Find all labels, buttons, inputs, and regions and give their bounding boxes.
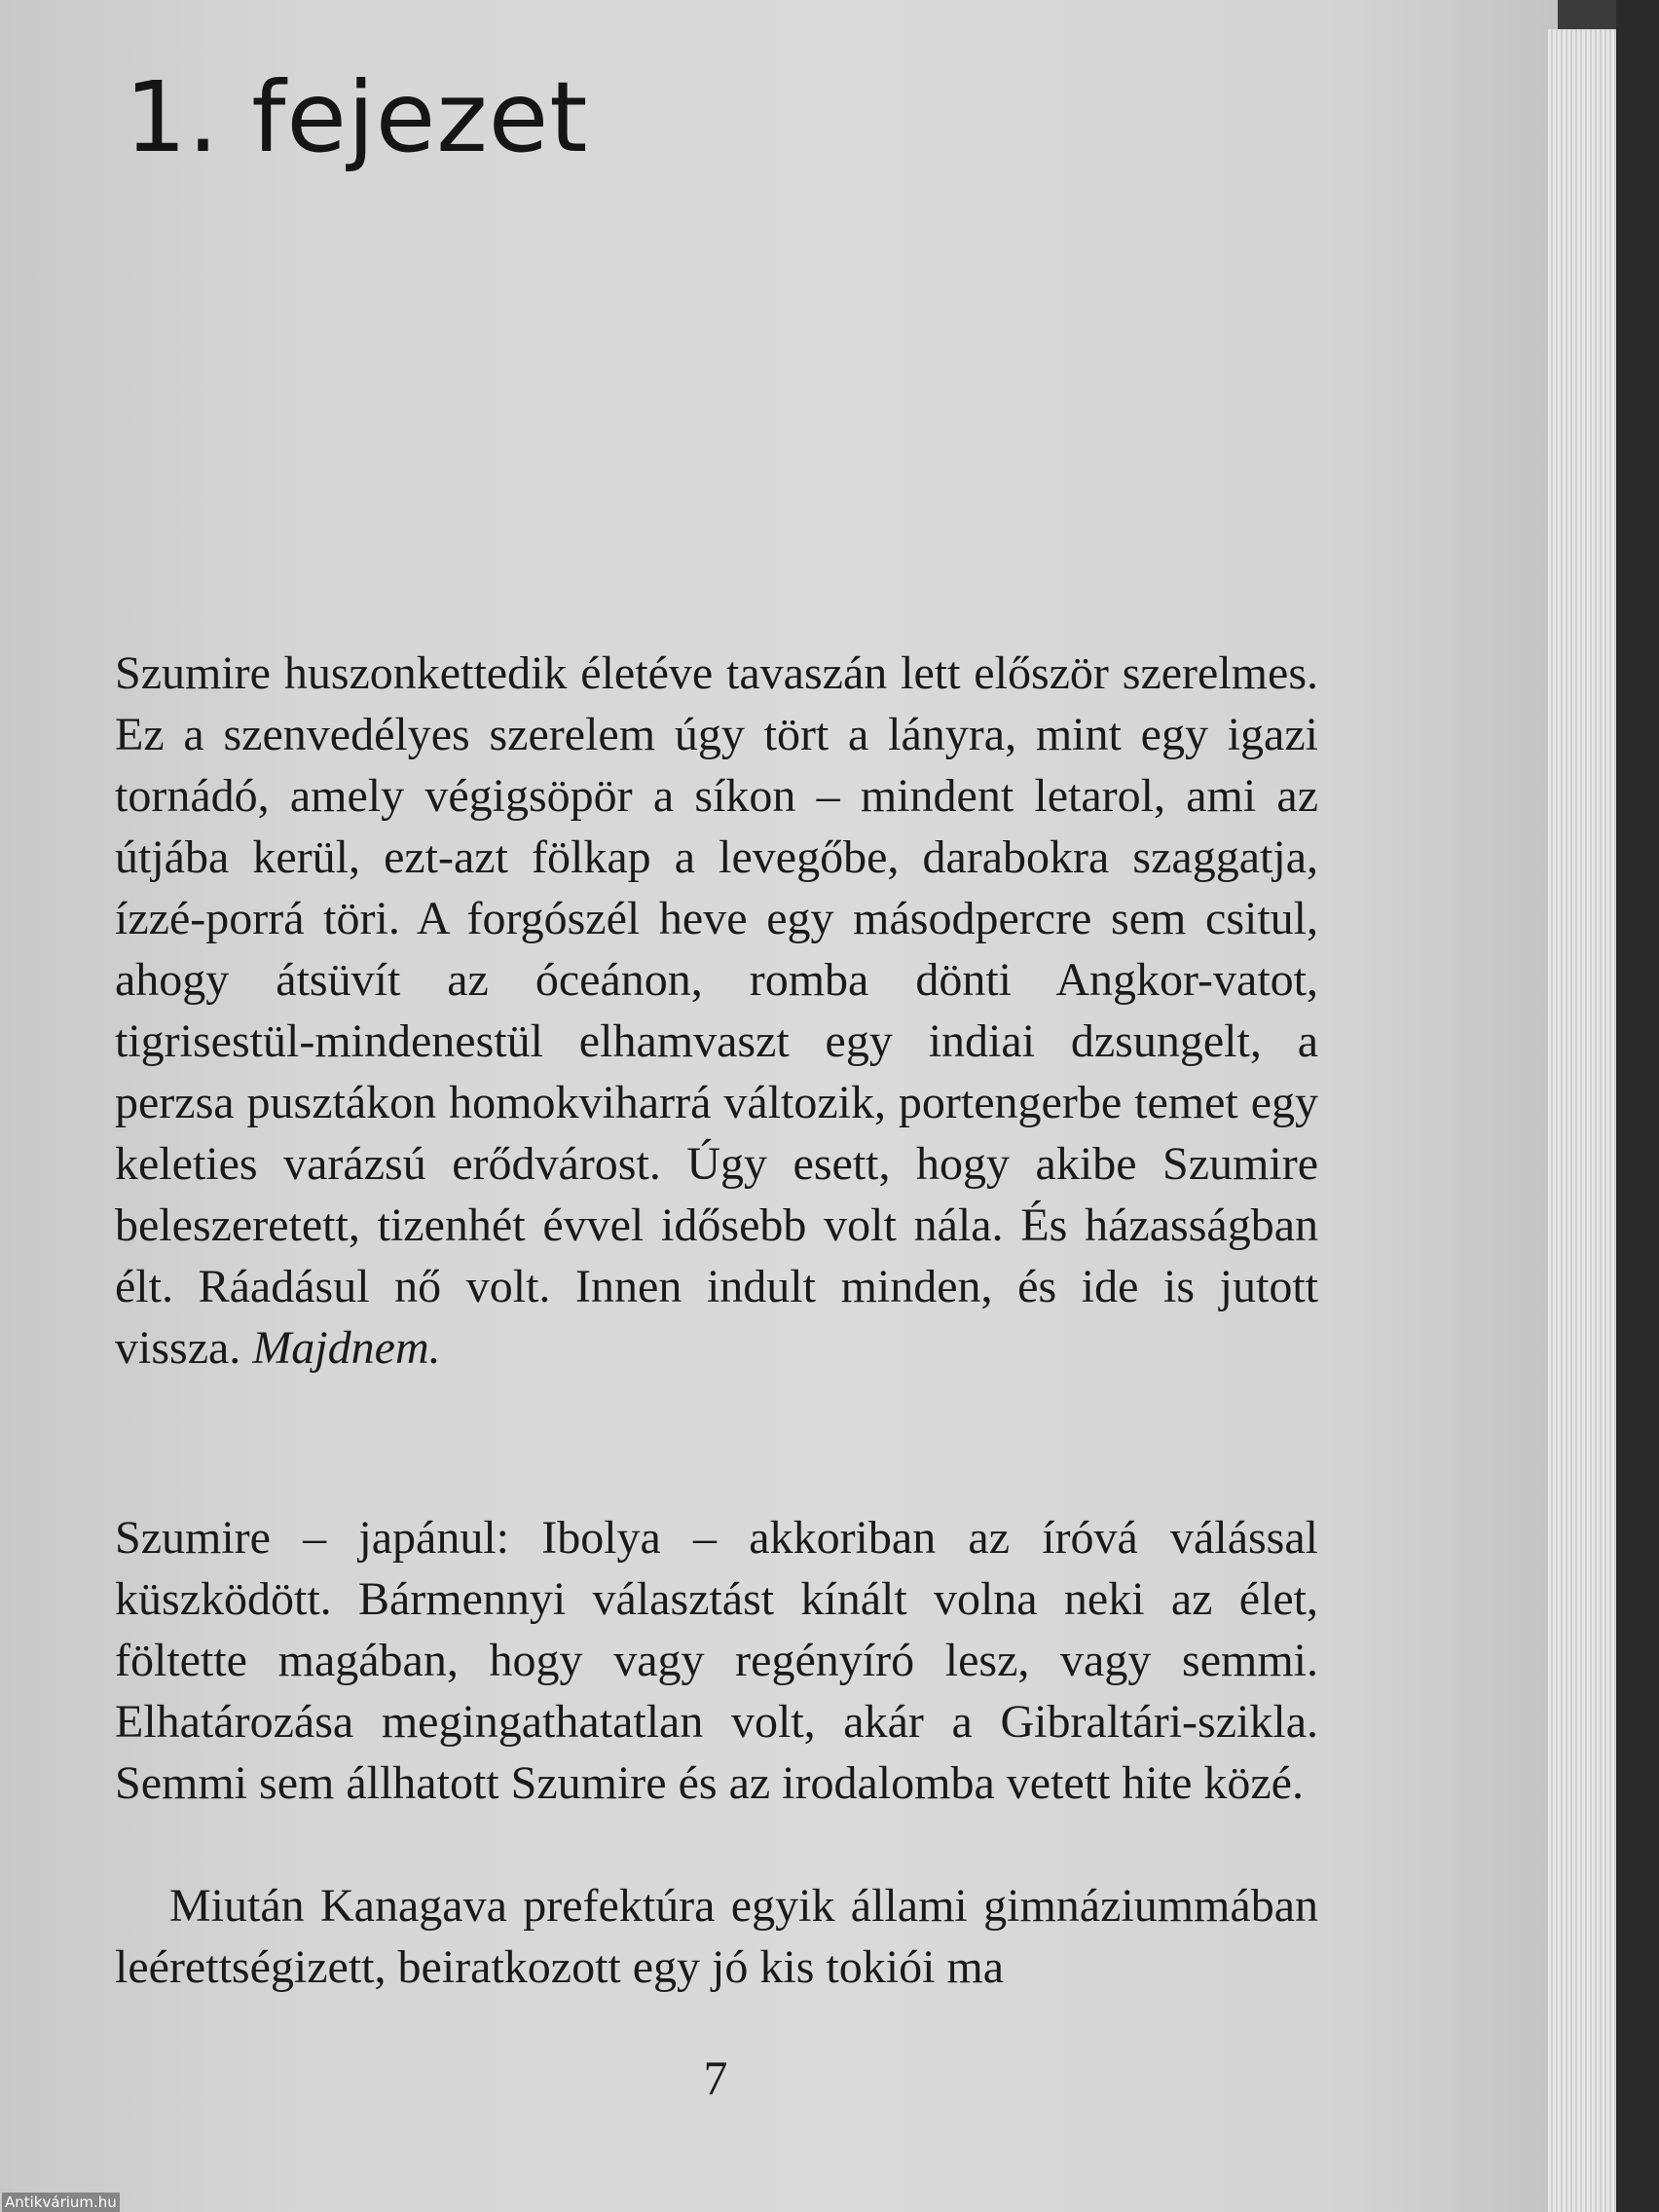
paragraph-1-italic: Majdnem. xyxy=(252,1322,441,1374)
paragraph-2: Szumire – japánul: Ibolya – akkoriban az íróvá válással küszködött. Bármennyi választást kínált volna neki az élet, föltette magában, hogy vagy regényíró lesz, vagy semmi. Elhatározása megingathatatlan volt, akár a Gibraltári-szikla. Semmi sem állhatott Szumire és az irodalomba vetett hite közé. xyxy=(115,1512,1318,1809)
paragraph-3: Miután Kanagava prefektúra egyik állami gimnáziummában leérettségizett, beiratkozott egy jó kis tokiói ma xyxy=(115,1880,1318,1993)
paragraph-1 xyxy=(115,643,1318,1379)
page-edges xyxy=(1548,29,1616,2212)
chapter-title: 1. fejezet xyxy=(125,60,589,174)
paragraph-1-text: Szumire huszonkettedik életéve tavaszán lett először szerelmes. Ez a szenvedélyes szerelem úgy tört a lányra, mint egy igazi tornádó, amely végigsöpör a síkon – mindent letarol, ami az útjába kerül, ezt-azt fölkap a levegőbe, darabokra szaggatja, ízzé-porrá töri. A forgószél heve egy másodpercre sem csitul, ahogy átsüvít az óceánon, romba dönti Angkor-vatot, tigrisestül-mindenestül elhamvaszt egy indiai dzsungelt, a perzsa pusztákon homokviharrá változik, portengerbe temet egy keleties varázsú erődvárost. Úgy esett, hogy akibe Szumire beleszeretett, tizenhét évvel idősebb volt nála. És házasságban élt. Ráadásul nő volt. Innen indult minden, és ide is jutott vissza. xyxy=(115,647,1318,1374)
page-number: 7 xyxy=(703,2050,728,2105)
book-shadow xyxy=(1616,0,1659,2212)
watermark: Antikvárium.hu xyxy=(2,2193,120,2212)
